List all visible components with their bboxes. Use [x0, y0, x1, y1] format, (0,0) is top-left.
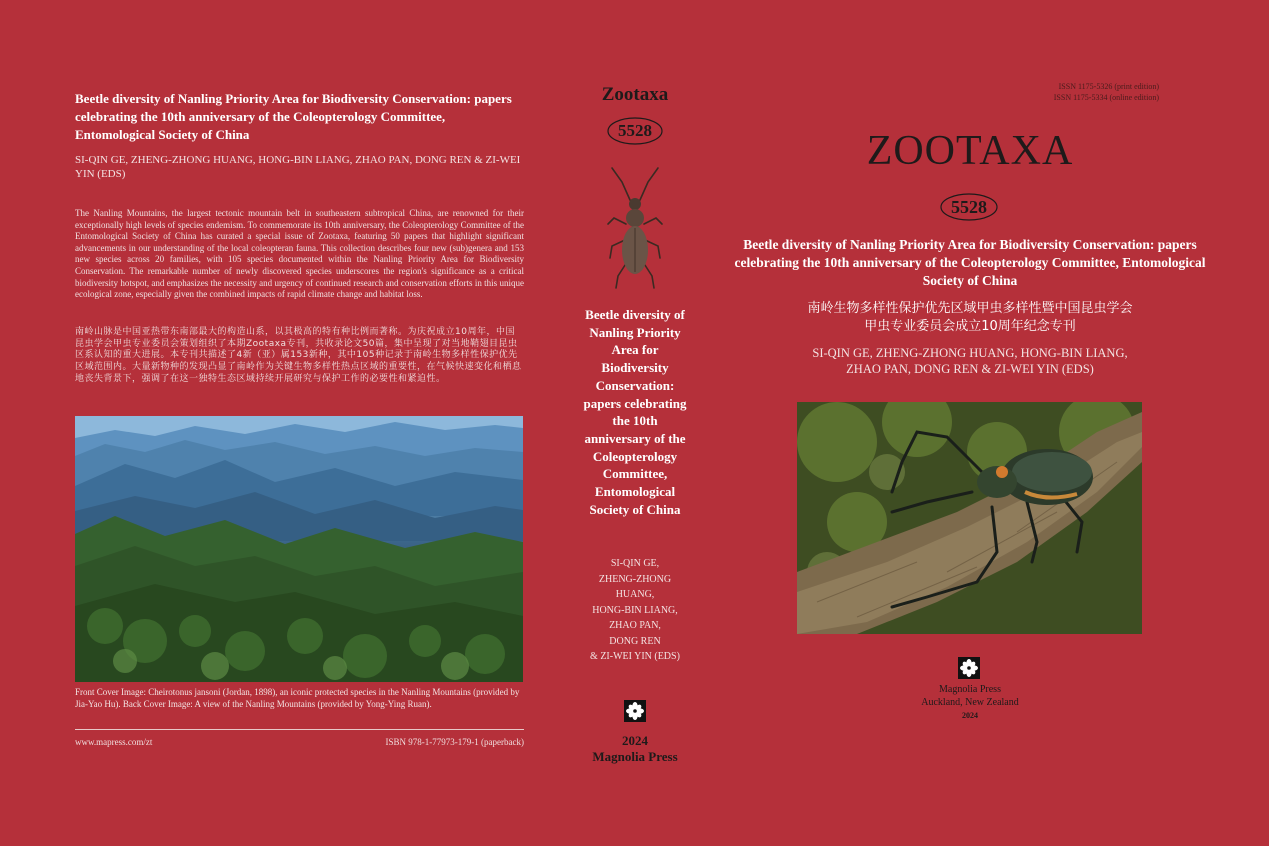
spine-author-line: ZHENG-ZHONG [598, 573, 672, 585]
spine-publisher: Magnolia Press [592, 749, 678, 764]
authors-line: ZHAO PAN, DONG REN & ZI-WEI YIN (EDS) [846, 362, 1094, 376]
isbn-label: ISBN 978-1-77973-179-1 (paperback) [385, 737, 524, 747]
spine-title: Beetle diversity of Nanling Priority Area for Biodiversity Conservation: papers celebrating the 10th anniversary of the Coleopterology Committee, Entomological Society of China [583, 307, 687, 517]
issn-online: ISSN 1175-5334 (online edition) [1053, 93, 1159, 102]
front-cover-title-chinese [750, 300, 1190, 336]
front-cover-authors [760, 345, 1180, 377]
spine-year: 2024 [622, 733, 648, 748]
nanling-mountains-photo [75, 416, 523, 682]
front-publisher: Magnolia Press [939, 684, 1001, 695]
front-issue-number: 5528 [951, 197, 987, 217]
authors-line: SI-QIN GE, ZHENG-ZHONG HUANG, HONG-BIN LIANG, [812, 346, 1128, 360]
mountain-landscape-image [75, 416, 523, 682]
divider [75, 729, 524, 730]
spine-author-line: DONG REN [609, 635, 661, 647]
cheirotonus-beetle-image [797, 402, 1142, 634]
chinese-title-line: 南岭生物多样性保护优先区域甲虫多样性暨中国昆虫学会 [807, 301, 1133, 316]
issn-print: ISSN 1175-5326 (print edition) [1058, 82, 1159, 91]
publisher-city: Auckland, New Zealand [921, 697, 1019, 708]
back-cover-abstract: The Nanling Mountains, the largest tectonic mountain belt in southeastern subtropical China, are renowned for their exceptionally high levels of species endemism. To commemorate its 10th anniversary, the Coleopterology Committee of the Entomological Society of China has curated a special issue of Zootaxa, featuring 50 papers that highlight significant advancements in our understanding of the local coleopteran fauna. This collection describes four new (sub)genera and 153 new species across 20 families, with 105 species documented within the Nanling Priority Area for Biodiversity Conservation. The remarkable number of newly discovered species underscores the region's significance as a critical biodiversity hotspot, and emphasizes the necessity and urgency of continued research and conservation efforts in this unique ecological zone, especially given the combined impacts of rapid climate change and habitat loss. [75, 208, 524, 300]
back-cover-authors: SI-QIN GE, ZHENG-ZHONG HUANG, HONG-BIN LIANG, ZHAO PAN, DONG REN & ZI-WEI YIN (EDS) [75, 154, 521, 180]
chinese-title-line: 甲虫专业委员会成立10周年纪念专刊 [864, 319, 1076, 334]
front-journal-name: ZOOTAXA [866, 128, 1074, 174]
spine-issue-badge [606, 116, 664, 146]
publisher-url-link[interactable]: www.mapress.com/zt [75, 737, 153, 747]
spine-authors [575, 556, 695, 665]
cover-image-caption: Front Cover Image: Cheirotonus jansoni (Jordan, 1898), an iconic protected species in the Nanling Mountains (provided by Jia-Yao Hu). Back Cover Image: A view of the Nanling Mountains (provided by Yong-Ying Ruan). [75, 687, 520, 709]
back-cover-title: Beetle diversity of Nanling Priority Area for Biodiversity Conservation: papers celebrating the 10th anniversary of the Coleopterology Committee, Entomological Society of China [75, 91, 512, 142]
spine-author-line: HONG-BIN LIANG, [592, 604, 678, 616]
beetle-icon [600, 162, 670, 297]
spine-issue-number: 5528 [618, 121, 652, 140]
magnolia-flower-icon [624, 700, 646, 722]
magnolia-flower-icon [958, 657, 980, 679]
spine-author-line: ZHAO PAN, [609, 620, 661, 631]
spine-author-line: SI-QIN GE, [610, 558, 660, 569]
spine-author-line: HUANG, [615, 589, 655, 600]
back-cover-abstract-chinese: 南岭山脉是中国亚热带东南部最大的构造山系，以其极高的特有种比例而著称。为庆祝成立10周年，中国昆虫学会甲虫专业委员会策划组织了本期Zootaxa专刊，共收录论文50篇，集中呈现了对当地鞘翅目昆虫区系认知的重大进展。本专刊共描述了4新（亚）属153新种，其中105种记录于南岭生物多样性保护优先区域范围内。大量新物种的发现凸显了南岭作为关键生物多样性热点区域的重要性，在气候快速变化和栖息地丧失背景下，强调了在这一独特生态区域持续开展研究与保护工作的必要性和紧迫性。 [75, 327, 522, 384]
spine-journal-name: Zootaxa [601, 84, 669, 105]
spine-author-line: & ZI-WEI YIN (EDS) [590, 651, 680, 662]
front-year: 2024 [962, 711, 978, 720]
stag-beetle-photo [797, 402, 1142, 634]
front-issue-badge [939, 192, 999, 222]
front-cover-title: Beetle diversity of Nanling Priority Area for Biodiversity Conservation: papers celebrating the 10th anniversary of the Coleopterology Committee, Entomological Society of China [734, 237, 1206, 288]
